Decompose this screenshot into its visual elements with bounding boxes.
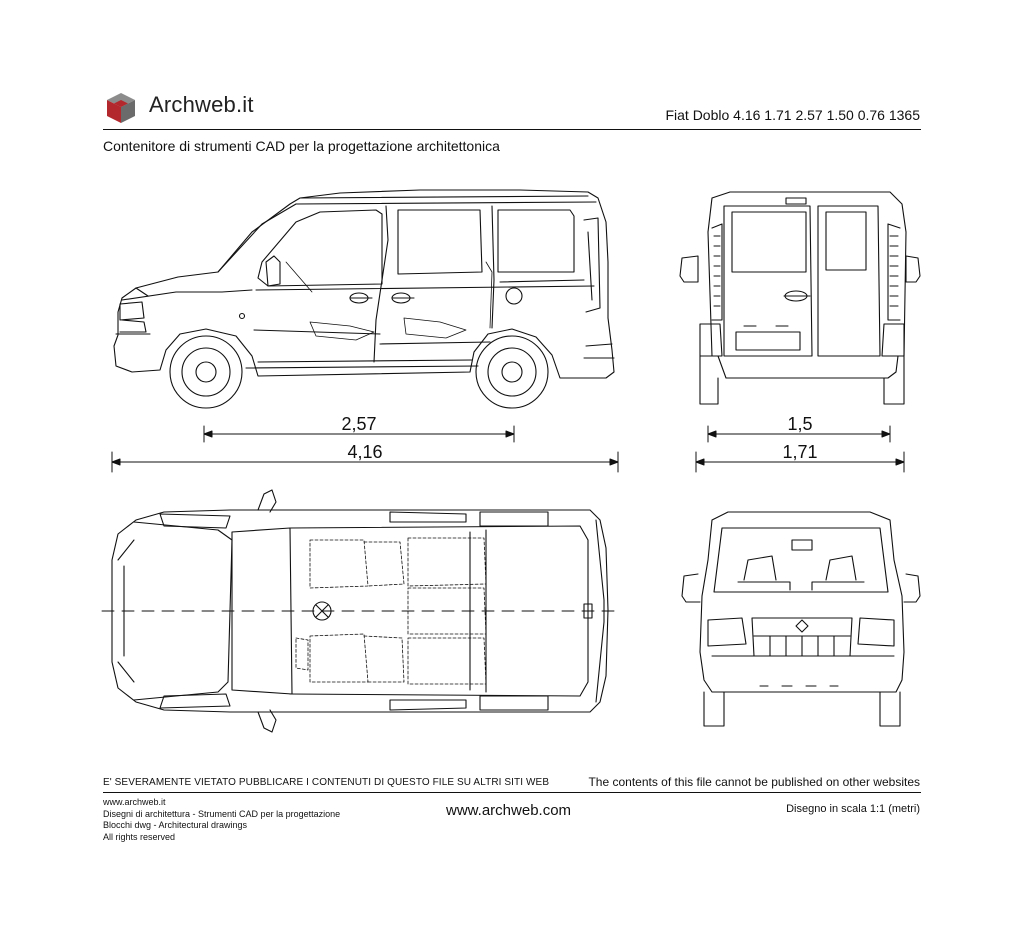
footer-info: [103, 797, 340, 843]
side-view: [114, 190, 614, 408]
track-label: 1,5: [787, 414, 813, 434]
rear-view: [680, 192, 920, 404]
width-label: 1,71: [782, 442, 818, 462]
website-link[interactable]: www.archweb.com: [446, 802, 572, 819]
scale-note: Disegno in scala 1:1 (metri): [786, 803, 920, 815]
front-view: [682, 512, 920, 726]
brand-name[interactable]: Archweb.it: [149, 92, 254, 117]
drawing-title: Fiat Doblo 4.16 1.71 2.57 1.50 0.76 1365: [665, 107, 920, 123]
footer-line: Disegni di architettura - Strumenti CAD per la progettazione: [103, 808, 341, 819]
footer-line: Blocchi dwg - Architectural drawings: [103, 820, 248, 830]
wheelbase-label: 2,57: [341, 414, 377, 434]
top-view: [102, 490, 620, 732]
length-label: 4,16: [347, 442, 383, 462]
footer-divider: [103, 792, 921, 793]
page-subtitle: Contenitore di strumenti CAD per la progettazione architettonica: [103, 138, 500, 154]
copyright-notice-italian: E' SEVERAMENTE VIETATO PUBBLICARE I CONTENUTI DI QUESTO FILE SU ALTRI SITI WEB: [103, 777, 550, 788]
footer-line: All rights reserved: [103, 831, 176, 842]
footer-line[interactable]: www.archweb.it: [103, 797, 166, 807]
copyright-notice-english: The contents of this file cannot be published on other websites: [588, 775, 920, 789]
